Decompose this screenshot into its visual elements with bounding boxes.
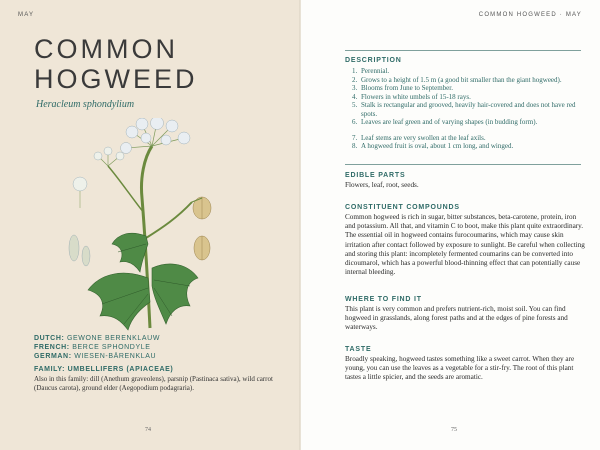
taste-section [345, 346, 585, 383]
family-text: Also in this family: dill (Anethum graveolens), parsnip (Pastinaca sativa), wild carrot (Daucus carota), ground elder (Aegopodium podagraria). [34, 375, 273, 392]
where-heading: WHERE TO FIND IT [345, 296, 422, 303]
description-section [345, 57, 585, 151]
list-item: 7. Leaf stems are very swollen at the leaf axils. [359, 134, 585, 143]
list-item: 5. Stalk is rectangular and grooved, heavily hair-covered and does not have red spots. [359, 101, 585, 118]
constituent-text: Common hogweed is rich in sugar, bitter substances, beta-carotene, protein, iron and potassium. All that, and vitamin C to boot, make this plant quite extraordinary. The essential oil in hogweed contains furocoumarins, which may cause skin irritation after contact followed by exposure to sunlight. Be careful when collecting and storing this plant: incompletely fermented coumarins can be converted into dicoumarol, which has a powerful blood-thinning effect that can potentially cause internal bleeding. [345, 213, 585, 277]
name-dutch: DUTCH: GEWONE BERENKLAUW [34, 335, 161, 342]
list-item: 1. Perennial. [359, 67, 585, 76]
divider [345, 164, 581, 165]
right-page [301, 0, 600, 450]
edible-heading: EDIBLE PARTS [345, 172, 406, 179]
latin-name: Heracleum sphondylium [36, 99, 135, 110]
hogweed-botanical-illustration [62, 118, 238, 332]
list-item: 3. Blooms from June to September. [359, 84, 585, 93]
right-running-head: COMMON HOGWEED · MAY [478, 12, 582, 18]
list-item: 8. A hogweed fruit is oval, about 1 cm long, and winged. [359, 142, 585, 151]
name-german: GERMAN: WIESEN-BÄRENKLAU [34, 353, 157, 360]
list-item: 2. Grows to a height of 1.5 m (a good bit smaller than the giant hogweed). [359, 76, 585, 85]
where-text: This plant is very common and prefers nutrient-rich, moist soil. You can find hogweed in grasslands, along forest paths and at the edges of pine forests and waterways. [345, 305, 568, 332]
constituent-section [345, 204, 585, 277]
family-section [34, 366, 280, 393]
taste-heading: TASTE [345, 346, 372, 353]
name-french: FRENCH: BERCE SPHONDYLE [34, 344, 151, 351]
title-line-2: HOGWEED [34, 64, 198, 94]
where-section [345, 296, 585, 333]
description-list [345, 67, 585, 151]
list-item: 6. Leaves are leaf green and of varying shapes (in budding form). [359, 118, 585, 127]
title-line-1: COMMON [34, 34, 178, 64]
divider [345, 50, 581, 51]
family-heading: FAMILY: UMBELLIFERS (APIACEAE) [34, 366, 174, 373]
edible-section [345, 172, 585, 190]
description-heading: DESCRIPTION [345, 57, 402, 64]
constituent-heading: CONSTITUENT COMPOUNDS [345, 204, 460, 211]
edible-text: Flowers, leaf, root, seeds. [345, 181, 419, 189]
list-item: 4. Flowers in white umbels of 15-18 rays. [359, 93, 585, 102]
taste-text: Broadly speaking, hogweed tastes something like a sweet carrot. When they are young, you can use the leaves as a vegetable for a stir-fry. The root of this plant tastes a little spicier, and the seeds are aromatic. [345, 355, 575, 382]
right-page-number: 75 [451, 427, 457, 433]
page-title [34, 34, 274, 94]
left-page-number: 74 [145, 427, 151, 433]
left-running-head: MAY [18, 12, 35, 18]
common-names [34, 334, 160, 361]
